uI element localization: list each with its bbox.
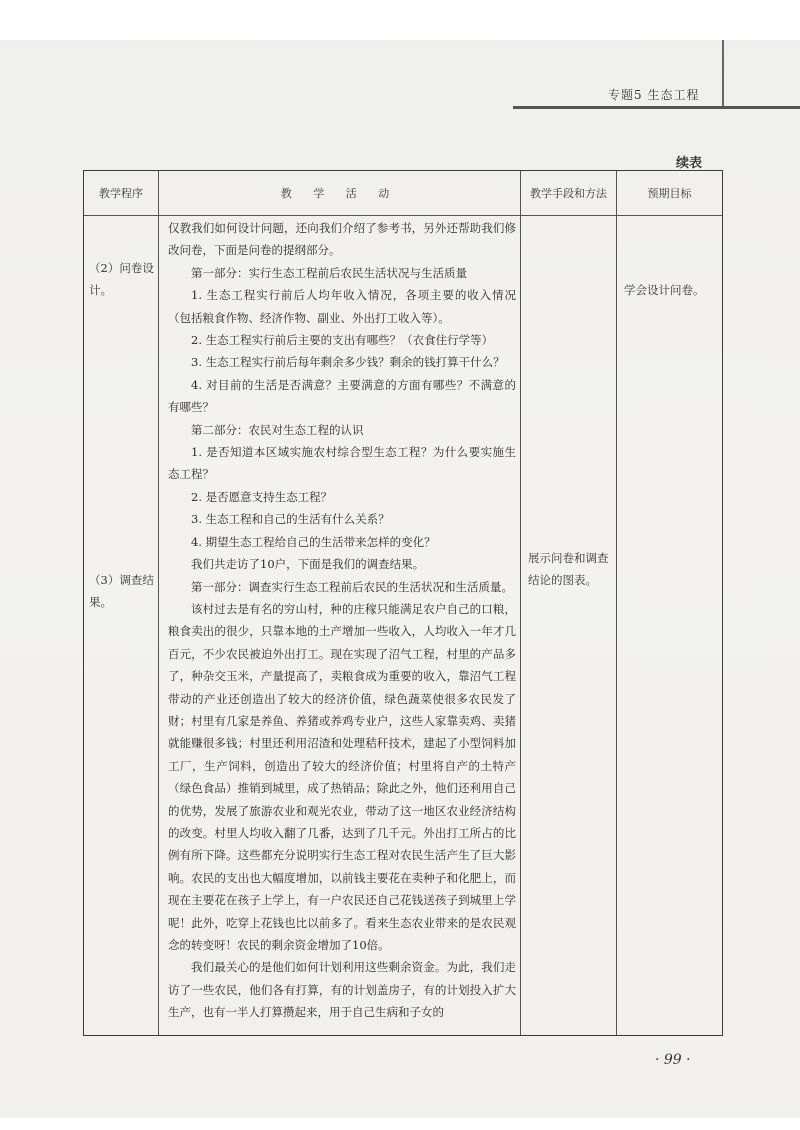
stage-survey-results: （3）调查结果。 xyxy=(89,573,154,609)
header-method: 教学手段和方法 xyxy=(530,187,607,200)
column-divider xyxy=(158,171,159,1035)
activity-paragraph: 3. 生态工程实行前后每年剩余多少钱？剩余的钱打算干什么？ xyxy=(191,355,505,370)
header-activity: 教 学 活 动 xyxy=(280,187,399,200)
activity-paragraph: 我们共走访了10户，下面是我们的调查结果。 xyxy=(191,557,425,572)
activity-paragraph: 第一部分：实行生态工程前后农民生活状况与生活质量 xyxy=(191,265,467,280)
header-stage: 教学程序 xyxy=(99,187,143,200)
activity-paragraph: 2. 生态工程实行前后主要的支出有哪些？（衣食住行学等） xyxy=(191,333,494,348)
activity-paragraph: 2. 是否愿意支持生态工程？ xyxy=(191,489,333,504)
activity-paragraph: 第二部分：农民对生态工程的认识 xyxy=(191,422,364,437)
activity-text xyxy=(168,217,516,1024)
running-header: 专题5 生态工程 xyxy=(608,88,700,102)
activity-paragraph: 4. 对目前的生活是否满意？主要满意的方面有哪些？不满意的有哪些？ xyxy=(168,377,516,415)
activity-paragraph: 我们最关心的是他们如何计划利用这些剩余资金。为此，我们走访了一些农民，他们各有打算，有的计划盖房子，有的计划投入扩大生产，也有一半人打算攒起来，用于自己生病和子女的 xyxy=(168,960,516,1020)
activity-paragraph: 第一部分：调查实行生态工程前后农民的生活状况和生活质量。 xyxy=(191,579,513,594)
column-divider xyxy=(616,171,617,1035)
method-cell: 展示问卷和调查结论的图表。 xyxy=(528,551,609,587)
stage-questionnaire-design: （2）问卷设计。 xyxy=(89,261,154,297)
column-divider xyxy=(520,171,521,1035)
activity-paragraph: 该村过去是有名的穷山村，种的庄稼只能满足农户自己的口粮，粮食卖出的很少，只靠本地的土产增加一些收入，人均收入一年才几百元，不少农民被迫外出打工。现在实现了沼气工程，村里的产品多了，种杂交玉米，产量提高了，卖粮食成为重要的收入，靠沼气工程带动的产业还创造出了较大的经济价值，绿色蔬菜使很多农民发了财；村里有几家是养鱼、养猪或养鸡专业户，这些人家靠卖鸡、卖猪就能赚很多钱；村里还利用沼渣和处理秸秆技术，建起了小型饲料加工厂，生产饲料，创造出了较大的经济价值；村里将自产的土特产（绿色食品）推销到城里，成了热销品；除此之外，他们还利用自己的优势，发展了旅游农业和观光农业，带动了这一地区农业经济结构的改变。村里人均收入翻了几番，达到了几千元。外出打工所占的比例有所下降。这些都充分说明实行生态工程对农民生活产生了巨大影响。农民的支出也大幅度增加，以前钱主要花在卖种子和化肥上，而现在主要花在孩子上学上，有一户农民还自己花钱送孩子到城里上学呢！此外，吃穿上花钱也比以前多了。看来生态农业带来的是农民观念的转变呀！农民的剩余资金增加了10倍。 xyxy=(168,601,516,952)
goal-cell: 学会设计问卷。 xyxy=(624,283,705,297)
continued-label: 续表 xyxy=(676,156,703,171)
activity-paragraph: 1. 是否知道本区域实施农村综合型生态工程？为什么要实施生态工程？ xyxy=(168,445,516,482)
lesson-table xyxy=(83,170,723,1036)
activity-paragraph: 1. 生态工程实行前后人均年收入情况，各项主要的收入情况（包括粮食作物、经济作物、副业、外出打工收入等）。 xyxy=(168,288,516,325)
top-margin xyxy=(0,0,800,40)
header-vertical-rule xyxy=(722,40,724,108)
activity-paragraph: 4. 期望生态工程给自己的生活带来怎样的变化？ xyxy=(191,534,436,549)
header-row-divider xyxy=(84,215,722,216)
activity-paragraph: 3. 生态工程和自己的生活有什么关系？ xyxy=(191,512,390,527)
header-goal: 预期目标 xyxy=(647,187,692,200)
activity-paragraph: 仅教我们如何设计问题，还向我们介绍了参考书，另外还帮助我们修改问卷，下面是问卷的提纲部分。 xyxy=(168,221,516,258)
page-number: · 99 · xyxy=(655,1052,691,1068)
bottom-margin xyxy=(0,1118,800,1130)
header-rule xyxy=(513,106,800,109)
